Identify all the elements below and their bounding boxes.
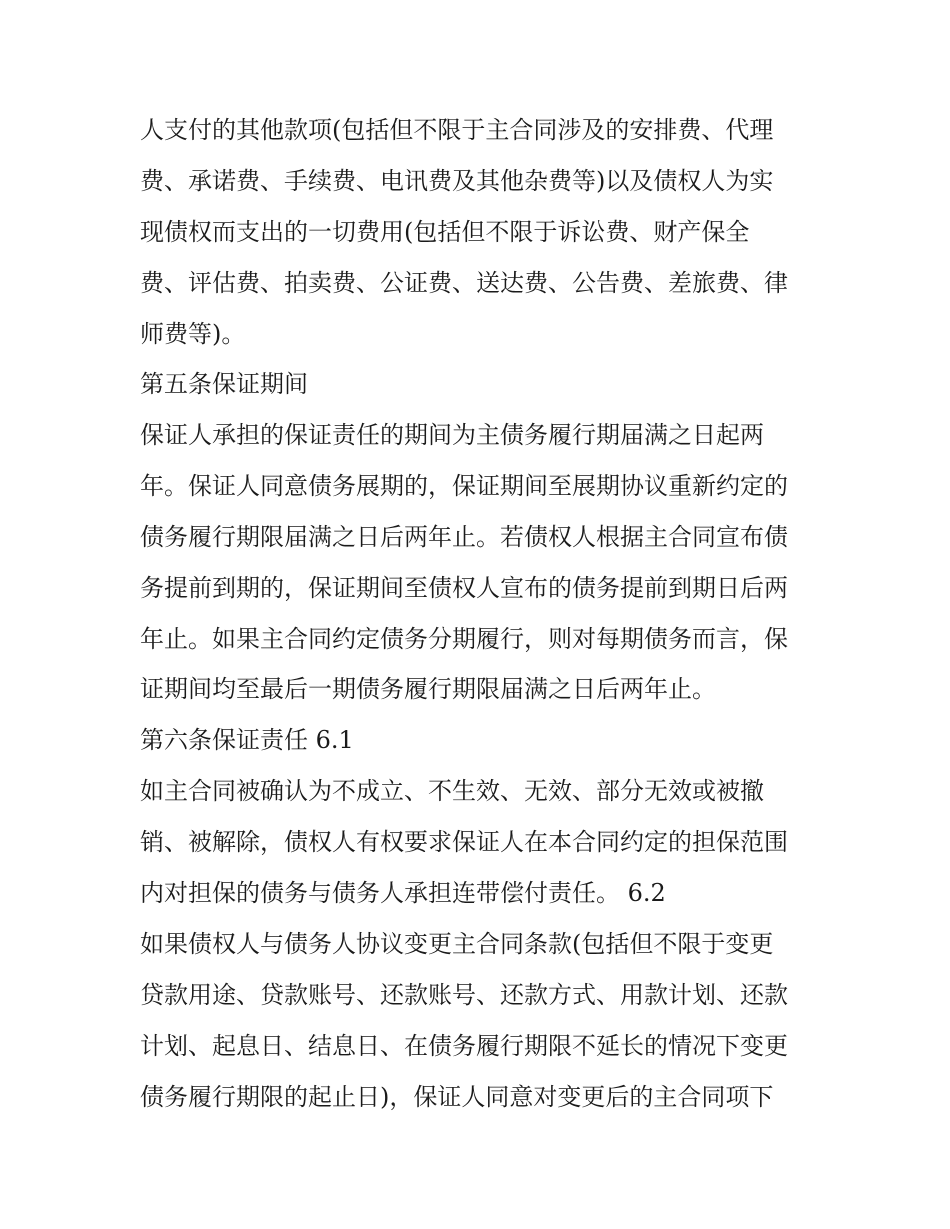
text-line: 销、被解除，债权人有权要求保证人在本合同约定的担保范围	[140, 828, 788, 856]
text-line: 如果债权人与债务人协议变更主合同条款(包括但不限于变更	[140, 930, 774, 958]
section-heading: 第五条保证期间	[140, 370, 308, 398]
text-line: 年。保证人同意债务展期的，保证期间至展期协议重新约定的	[140, 472, 788, 500]
text-line: 债务履行期限的起止日)，保证人同意对变更后的主合同项下	[140, 1083, 774, 1111]
text-line: 证期间均至最后一期债务履行期限届满之日后两年止。	[140, 675, 716, 703]
text-line: 现债权而支出的一切费用(包括但不限于诉讼费、财产保全	[140, 218, 750, 246]
text-line: 年止。如果主合同约定债务分期履行，则对每期债务而言，保	[140, 625, 788, 653]
text-line: 费、评估费、拍卖费、公证费、送达费、公告费、差旅费、律	[140, 269, 788, 297]
text-line: 保证人承担的保证责任的期间为主债务履行期届满之日起两	[140, 421, 764, 449]
text-line: 费、承诺费、手续费、电讯费及其他杂费等)以及债权人为实	[140, 167, 774, 195]
text-line: 人支付的其他款项(包括但不限于主合同涉及的安排费、代理	[140, 116, 774, 144]
section-heading: 第六条保证责任 6.1	[140, 726, 354, 754]
text-line: 计划、起息日、结息日、在债务履行期限不延长的情况下变更	[140, 1032, 788, 1060]
text-line: 贷款用途、贷款账号、还款账号、还款方式、用款计划、还款	[140, 981, 788, 1009]
text-line: 债务履行期限届满之日后两年止。若债权人根据主合同宣布债	[140, 523, 788, 551]
text-line: 如主合同被确认为不成立、不生效、无效、部分无效或被撤	[140, 777, 764, 805]
text-line: 内对担保的债务与债务人承担连带偿付责任。 6.2	[140, 879, 666, 907]
text-line: 师费等)。	[140, 320, 246, 348]
text-line: 务提前到期的，保证期间至债权人宣布的债务提前到期日后两	[140, 574, 788, 602]
